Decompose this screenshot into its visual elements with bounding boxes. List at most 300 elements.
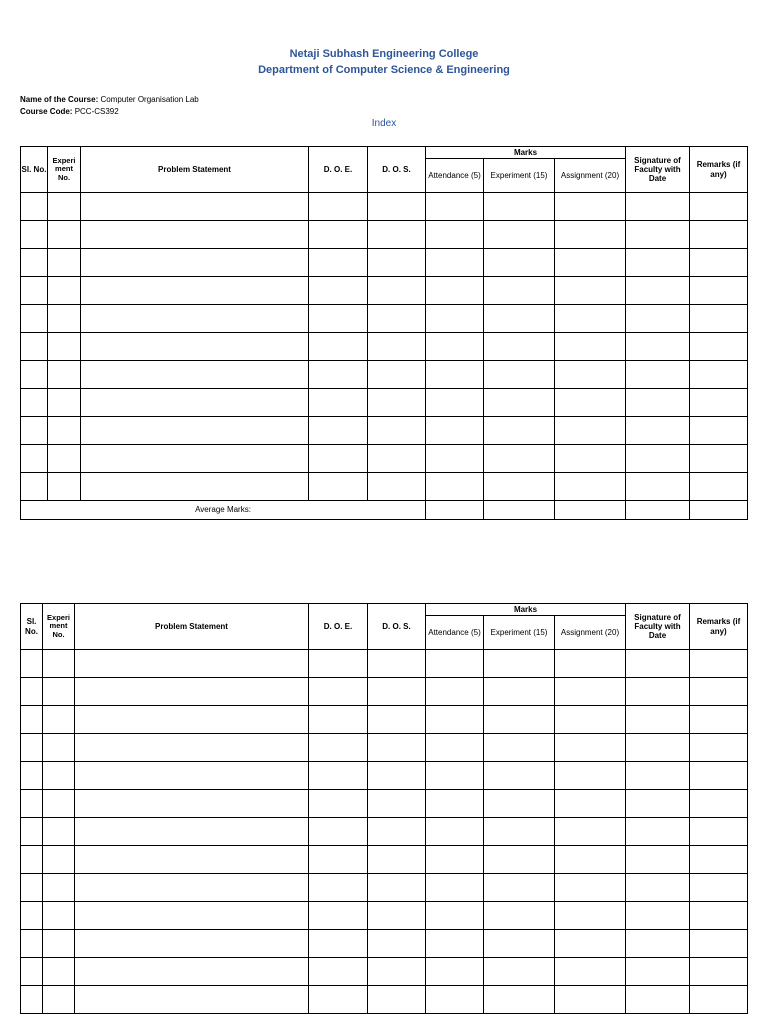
sl-no-cell[interactable] [21, 846, 43, 874]
remarks-cell[interactable] [690, 305, 748, 333]
attendance-cell[interactable] [426, 874, 484, 902]
attendance-cell[interactable] [426, 958, 484, 986]
college-name: Netaji Subhash Engineering College [289, 48, 479, 60]
remarks-cell[interactable] [690, 249, 748, 277]
signature-cell[interactable] [626, 986, 690, 1014]
course-code-line [20, 107, 119, 116]
experiment-marks-cell[interactable] [484, 762, 555, 790]
remarks-cell[interactable] [690, 986, 748, 1014]
signature-cell[interactable] [626, 874, 690, 902]
sl-no-header: Sl. No. [21, 147, 48, 193]
index-table-1 [20, 146, 748, 520]
remarks-cell[interactable] [690, 930, 748, 958]
problem-statement-cell[interactable] [75, 958, 309, 986]
experiment-no-cell[interactable] [43, 678, 75, 706]
assignment-cell[interactable] [555, 706, 626, 734]
attendance-cell[interactable] [426, 986, 484, 1014]
experiment-no-cell[interactable] [48, 277, 81, 305]
assignment-cell[interactable] [555, 874, 626, 902]
table-row [21, 417, 748, 445]
sl-no-cell[interactable] [21, 930, 43, 958]
experiment-marks-cell[interactable] [484, 846, 555, 874]
doe-cell[interactable] [309, 874, 368, 902]
problem-statement-cell[interactable] [75, 818, 309, 846]
department-name: Department of Computer Science & Engineering [258, 64, 510, 76]
dos-cell[interactable] [368, 305, 426, 333]
sl-no-cell[interactable] [21, 986, 43, 1014]
assignment-cell[interactable] [555, 902, 626, 930]
sl-no-cell[interactable] [21, 389, 48, 417]
sl-no-cell[interactable] [21, 874, 43, 902]
table-row [21, 930, 748, 958]
sl-no-cell[interactable] [21, 249, 48, 277]
problem-statement-cell[interactable] [81, 249, 309, 277]
assignment-cell[interactable] [555, 734, 626, 762]
assignment-cell[interactable] [555, 249, 626, 277]
problem-statement-cell[interactable] [81, 221, 309, 249]
experiment-no-cell[interactable] [48, 473, 81, 501]
remarks-cell[interactable] [690, 473, 748, 501]
problem-statement-cell[interactable] [75, 678, 309, 706]
table-row [21, 333, 748, 361]
experiment-no-cell[interactable] [43, 734, 75, 762]
experiment-marks-cell[interactable] [484, 361, 555, 389]
attendance-cell[interactable] [426, 361, 484, 389]
experiment-marks-cell[interactable] [484, 874, 555, 902]
dos-cell[interactable] [368, 361, 426, 389]
course-name-label: Name of the Course: [20, 95, 99, 104]
dos-cell[interactable] [368, 650, 426, 678]
assignment-cell[interactable] [555, 445, 626, 473]
signature-cell[interactable] [626, 277, 690, 305]
assignment-cell[interactable] [555, 650, 626, 678]
assignment-cell[interactable] [555, 790, 626, 818]
experiment-marks-cell[interactable] [484, 305, 555, 333]
signature-cell[interactable] [626, 333, 690, 361]
experiment-marks-cell[interactable] [484, 902, 555, 930]
table-row [21, 305, 748, 333]
attendance-cell[interactable] [426, 790, 484, 818]
doe-cell[interactable] [309, 193, 368, 221]
problem-statement-cell[interactable] [81, 193, 309, 221]
attendance-header: Attendance (5) [426, 159, 484, 193]
sl-no-cell[interactable] [21, 473, 48, 501]
sl-no-cell[interactable] [21, 958, 43, 986]
remarks-cell[interactable] [690, 678, 748, 706]
signature-cell[interactable] [626, 361, 690, 389]
sl-no-cell[interactable] [21, 417, 48, 445]
remarks-cell[interactable] [690, 221, 748, 249]
attendance-cell[interactable] [426, 930, 484, 958]
doe-cell[interactable] [309, 249, 368, 277]
doe-cell[interactable] [309, 473, 368, 501]
signature-cell[interactable] [626, 389, 690, 417]
marks-header: Marks [426, 147, 626, 159]
signature-cell[interactable] [626, 762, 690, 790]
experiment-no-cell[interactable] [43, 790, 75, 818]
sl-no-cell[interactable] [21, 445, 48, 473]
experiment-no-cell[interactable] [48, 389, 81, 417]
course-name-line [20, 95, 199, 104]
problem-statement-cell[interactable] [75, 930, 309, 958]
sl-no-cell[interactable] [21, 762, 43, 790]
signature-cell[interactable] [626, 650, 690, 678]
avg-signature-cell[interactable] [626, 501, 690, 520]
problem-statement-cell[interactable] [75, 902, 309, 930]
experiment-no-cell[interactable] [48, 305, 81, 333]
dos-cell[interactable] [368, 678, 426, 706]
signature-cell[interactable] [626, 473, 690, 501]
table-row [21, 473, 748, 501]
index-table-2 [20, 603, 748, 1014]
doe-cell[interactable] [309, 958, 368, 986]
assignment-cell[interactable] [555, 958, 626, 986]
doe-cell[interactable] [309, 790, 368, 818]
problem-statement-cell[interactable] [75, 762, 309, 790]
experiment-marks-cell[interactable] [484, 986, 555, 1014]
dos-cell[interactable] [368, 762, 426, 790]
assignment-cell[interactable] [555, 221, 626, 249]
attendance-cell[interactable] [426, 846, 484, 874]
doe-cell[interactable] [309, 930, 368, 958]
remarks-cell[interactable] [690, 874, 748, 902]
problem-statement-cell[interactable] [81, 473, 309, 501]
sl-no-header: Sl. No. [21, 604, 43, 650]
doe-cell[interactable] [309, 305, 368, 333]
problem-statement-cell[interactable] [81, 333, 309, 361]
signature-cell[interactable] [626, 930, 690, 958]
assignment-cell[interactable] [555, 193, 626, 221]
table-row [21, 361, 748, 389]
table-row [21, 874, 748, 902]
assignment-header: Assignment (20) [555, 616, 626, 650]
attendance-cell[interactable] [426, 417, 484, 445]
experiment-no-cell[interactable] [43, 902, 75, 930]
course-name-value: Computer Organisation Lab [100, 95, 199, 104]
doe-cell[interactable] [309, 762, 368, 790]
attendance-header: Attendance (5) [426, 616, 484, 650]
sl-no-cell[interactable] [21, 818, 43, 846]
attendance-cell[interactable] [426, 706, 484, 734]
experiment-no-cell[interactable] [43, 706, 75, 734]
doe-cell[interactable] [309, 734, 368, 762]
assignment-cell[interactable] [555, 473, 626, 501]
experiment-marks-cell[interactable] [484, 678, 555, 706]
experiment-marks-cell[interactable] [484, 221, 555, 249]
doe-header: D. O. E. [309, 147, 368, 193]
remarks-cell[interactable] [690, 958, 748, 986]
dos-cell[interactable] [368, 417, 426, 445]
sl-no-cell[interactable] [21, 221, 48, 249]
attendance-cell[interactable] [426, 902, 484, 930]
doe-cell[interactable] [309, 445, 368, 473]
problem-statement-cell[interactable] [75, 790, 309, 818]
doe-cell[interactable] [309, 221, 368, 249]
doe-cell[interactable] [309, 333, 368, 361]
experiment-marks-cell[interactable] [484, 650, 555, 678]
avg-experiment-cell[interactable] [484, 501, 555, 520]
assignment-cell[interactable] [555, 333, 626, 361]
experiment-marks-cell[interactable] [484, 818, 555, 846]
remarks-cell[interactable] [690, 818, 748, 846]
sl-no-cell[interactable] [21, 193, 48, 221]
remarks-cell[interactable] [690, 389, 748, 417]
experiment-marks-cell[interactable] [484, 193, 555, 221]
sl-no-cell[interactable] [21, 361, 48, 389]
doe-cell[interactable] [309, 902, 368, 930]
sl-no-cell[interactable] [21, 790, 43, 818]
table-row [21, 221, 748, 249]
remarks-cell[interactable] [690, 193, 748, 221]
course-code-label: Course Code: [20, 107, 73, 116]
doe-cell[interactable] [309, 706, 368, 734]
remarks-cell[interactable] [690, 902, 748, 930]
experiment-marks-header: Experiment (15) [484, 159, 555, 193]
sl-no-cell[interactable] [21, 678, 43, 706]
doe-cell[interactable] [309, 846, 368, 874]
doe-cell[interactable] [309, 277, 368, 305]
dos-cell[interactable] [368, 706, 426, 734]
experiment-no-cell[interactable] [43, 650, 75, 678]
problem-statement-cell[interactable] [75, 706, 309, 734]
sl-no-cell[interactable] [21, 902, 43, 930]
doe-cell[interactable] [309, 986, 368, 1014]
remarks-cell[interactable] [690, 445, 748, 473]
dos-cell[interactable] [368, 445, 426, 473]
dos-cell[interactable] [368, 986, 426, 1014]
dos-header: D. O. S. [368, 604, 426, 650]
experiment-marks-cell[interactable] [484, 473, 555, 501]
problem-statement-cell[interactable] [75, 650, 309, 678]
sl-no-cell[interactable] [21, 333, 48, 361]
signature-cell[interactable] [626, 846, 690, 874]
attendance-cell[interactable] [426, 734, 484, 762]
assignment-cell[interactable] [555, 277, 626, 305]
experiment-marks-cell[interactable] [484, 445, 555, 473]
dos-cell[interactable] [368, 193, 426, 221]
table-row [21, 249, 748, 277]
table-row [21, 790, 748, 818]
dos-cell[interactable] [368, 734, 426, 762]
problem-statement-cell[interactable] [81, 361, 309, 389]
table-row [21, 986, 748, 1014]
attendance-cell[interactable] [426, 389, 484, 417]
table-2-body [21, 650, 748, 1014]
signature-cell[interactable] [626, 734, 690, 762]
index-title: Index [371, 118, 397, 129]
experiment-no-cell[interactable] [43, 846, 75, 874]
signature-cell[interactable] [626, 958, 690, 986]
table-row [21, 818, 748, 846]
experiment-marks-cell[interactable] [484, 930, 555, 958]
dos-cell[interactable] [368, 333, 426, 361]
sl-no-cell[interactable] [21, 706, 43, 734]
table-row [21, 902, 748, 930]
table-row [21, 846, 748, 874]
remarks-cell[interactable] [690, 277, 748, 305]
doe-cell[interactable] [309, 417, 368, 445]
experiment-no-cell[interactable] [48, 361, 81, 389]
signature-cell[interactable] [626, 193, 690, 221]
assignment-cell[interactable] [555, 305, 626, 333]
experiment-marks-cell[interactable] [484, 333, 555, 361]
table-row [21, 389, 748, 417]
experiment-no-header: Experi ment No. [48, 147, 81, 193]
problem-statement-cell[interactable] [81, 277, 309, 305]
assignment-cell[interactable] [555, 389, 626, 417]
avg-attendance-cell[interactable] [426, 501, 484, 520]
assignment-header: Assignment (20) [555, 159, 626, 193]
experiment-marks-cell[interactable] [484, 790, 555, 818]
attendance-cell[interactable] [426, 678, 484, 706]
experiment-no-cell[interactable] [43, 986, 75, 1014]
doe-cell[interactable] [309, 361, 368, 389]
experiment-marks-cell[interactable] [484, 417, 555, 445]
experiment-no-cell[interactable] [48, 445, 81, 473]
signature-cell[interactable] [626, 417, 690, 445]
avg-assignment-cell[interactable] [555, 501, 626, 520]
marks-header: Marks [426, 604, 626, 616]
dos-cell[interactable] [368, 790, 426, 818]
signature-cell[interactable] [626, 678, 690, 706]
experiment-no-cell[interactable] [43, 958, 75, 986]
remarks-cell[interactable] [690, 762, 748, 790]
attendance-cell[interactable] [426, 445, 484, 473]
attendance-cell[interactable] [426, 221, 484, 249]
dos-cell[interactable] [368, 902, 426, 930]
problem-statement-cell[interactable] [81, 389, 309, 417]
attendance-cell[interactable] [426, 277, 484, 305]
attendance-cell[interactable] [426, 193, 484, 221]
dos-cell[interactable] [368, 846, 426, 874]
problem-statement-cell[interactable] [75, 986, 309, 1014]
dos-cell[interactable] [368, 818, 426, 846]
avg-remarks-cell[interactable] [690, 501, 748, 520]
problem-statement-cell[interactable] [81, 445, 309, 473]
signature-cell[interactable] [626, 305, 690, 333]
remarks-cell[interactable] [690, 706, 748, 734]
doe-cell[interactable] [309, 650, 368, 678]
assignment-cell[interactable] [555, 818, 626, 846]
remarks-cell[interactable] [690, 417, 748, 445]
signature-cell[interactable] [626, 902, 690, 930]
dos-header: D. O. S. [368, 147, 426, 193]
attendance-cell[interactable] [426, 249, 484, 277]
attendance-cell[interactable] [426, 762, 484, 790]
sl-no-cell[interactable] [21, 277, 48, 305]
dos-cell[interactable] [368, 277, 426, 305]
problem-statement-cell[interactable] [75, 874, 309, 902]
signature-cell[interactable] [626, 818, 690, 846]
experiment-no-cell[interactable] [48, 417, 81, 445]
table-row [21, 650, 748, 678]
attendance-cell[interactable] [426, 650, 484, 678]
experiment-no-cell[interactable] [43, 818, 75, 846]
assignment-cell[interactable] [555, 417, 626, 445]
problem-statement-cell[interactable] [81, 305, 309, 333]
experiment-no-cell[interactable] [48, 193, 81, 221]
course-code-value: PCC-CS392 [74, 107, 119, 116]
experiment-no-cell[interactable] [48, 249, 81, 277]
remarks-header: Remarks (if any) [690, 604, 748, 650]
experiment-no-header: Experi ment No. [43, 604, 75, 650]
table-row [21, 678, 748, 706]
remarks-header: Remarks (if any) [690, 147, 748, 193]
remarks-cell[interactable] [690, 790, 748, 818]
experiment-marks-cell[interactable] [484, 734, 555, 762]
dos-cell[interactable] [368, 473, 426, 501]
dos-cell[interactable] [368, 389, 426, 417]
problem-statement-cell[interactable] [81, 417, 309, 445]
doe-cell[interactable] [309, 389, 368, 417]
experiment-marks-cell[interactable] [484, 249, 555, 277]
assignment-cell[interactable] [555, 846, 626, 874]
attendance-cell[interactable] [426, 333, 484, 361]
assignment-cell[interactable] [555, 762, 626, 790]
table-row [21, 762, 748, 790]
sl-no-cell[interactable] [21, 305, 48, 333]
problem-statement-header: Problem Statement [81, 147, 309, 193]
sl-no-cell[interactable] [21, 734, 43, 762]
signature-cell[interactable] [626, 706, 690, 734]
experiment-marks-cell[interactable] [484, 277, 555, 305]
assignment-cell[interactable] [555, 930, 626, 958]
assignment-cell[interactable] [555, 986, 626, 1014]
remarks-cell[interactable] [690, 361, 748, 389]
table-row [21, 445, 748, 473]
attendance-cell[interactable] [426, 473, 484, 501]
sl-no-cell[interactable] [21, 650, 43, 678]
signature-header: Signature of Faculty with Date [626, 604, 690, 650]
experiment-marks-cell[interactable] [484, 706, 555, 734]
problem-statement-cell[interactable] [75, 734, 309, 762]
experiment-no-cell[interactable] [43, 930, 75, 958]
experiment-marks-cell[interactable] [484, 389, 555, 417]
doe-cell[interactable] [309, 818, 368, 846]
experiment-marks-cell[interactable] [484, 958, 555, 986]
signature-cell[interactable] [626, 790, 690, 818]
remarks-cell[interactable] [690, 333, 748, 361]
table-row [21, 277, 748, 305]
assignment-cell[interactable] [555, 361, 626, 389]
signature-cell[interactable] [626, 445, 690, 473]
table-row [21, 193, 748, 221]
experiment-no-cell[interactable] [48, 221, 81, 249]
assignment-cell[interactable] [555, 678, 626, 706]
experiment-no-cell[interactable] [48, 333, 81, 361]
table-1-body [21, 193, 748, 501]
remarks-cell[interactable] [690, 650, 748, 678]
problem-statement-cell[interactable] [75, 846, 309, 874]
problem-statement-header: Problem Statement [75, 604, 309, 650]
remarks-cell[interactable] [690, 846, 748, 874]
experiment-no-cell[interactable] [43, 762, 75, 790]
experiment-no-cell[interactable] [43, 874, 75, 902]
dos-cell[interactable] [368, 874, 426, 902]
signature-cell[interactable] [626, 221, 690, 249]
table-row [21, 958, 748, 986]
average-marks-label: Average Marks: [21, 501, 426, 520]
dos-cell[interactable] [368, 958, 426, 986]
attendance-cell[interactable] [426, 305, 484, 333]
dos-cell[interactable] [368, 249, 426, 277]
dos-cell[interactable] [368, 221, 426, 249]
dos-cell[interactable] [368, 930, 426, 958]
signature-cell[interactable] [626, 249, 690, 277]
doe-cell[interactable] [309, 678, 368, 706]
remarks-cell[interactable] [690, 734, 748, 762]
attendance-cell[interactable] [426, 818, 484, 846]
